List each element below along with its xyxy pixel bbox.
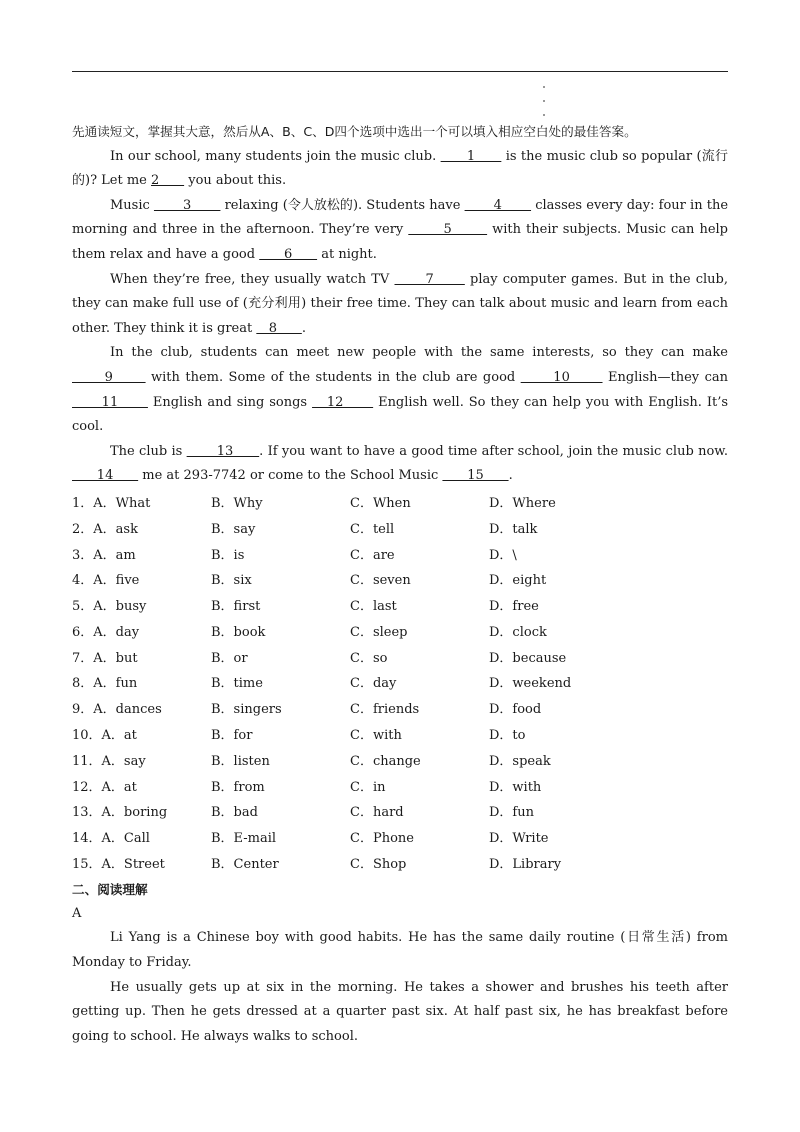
option-a[interactable]: 14．A．Call (72, 831, 150, 847)
option-d[interactable]: D．food (489, 702, 542, 718)
option-a[interactable]: 9．A．dances (72, 702, 162, 718)
option-a[interactable]: 7．A．but (72, 650, 138, 666)
option-c[interactable]: C．friends (350, 702, 420, 718)
option-a[interactable]: 3．A．am (72, 547, 136, 563)
option-b[interactable]: B．six (211, 573, 252, 589)
option-c[interactable]: C．sleep (350, 624, 408, 640)
option-d[interactable]: D．Library (489, 857, 562, 873)
instruction-text: 先通读短文，掌握其大意，然后从A、B、C、D四个选项中选出一个可以填入相应空白处的最佳答案。 (72, 124, 637, 139)
option-d[interactable]: D．Where (489, 495, 556, 511)
option-a[interactable]: 11．A．say (72, 753, 146, 769)
option-c[interactable]: C．Phone (350, 831, 414, 847)
option-b[interactable]: B．Center (211, 857, 279, 873)
option-row (72, 826, 728, 852)
option-b[interactable]: B．or (211, 650, 248, 666)
option-a[interactable]: 10．A．at (72, 728, 137, 744)
option-row (72, 749, 728, 775)
passage-paragraph-2: Music 3 relaxing (令人放松的). Students have 4 classes every day: four in the morning and three in the afternoon. They’re very 5 with their subjects. Music can help them relax and have a good 6 at night. (72, 197, 729, 262)
blank-8[interactable]: 8 (256, 320, 302, 336)
blank-12[interactable]: 12 (312, 394, 374, 410)
option-row (72, 568, 728, 594)
option-b[interactable]: B．say (211, 521, 256, 537)
blank-6[interactable]: 6 (259, 246, 318, 262)
option-d[interactable]: D．talk (489, 521, 538, 537)
option-c[interactable]: C．in (350, 779, 386, 795)
option-a[interactable]: 12．A．at (72, 779, 137, 795)
section-heading: 二、阅读理解 (72, 881, 148, 897)
options-list (72, 491, 728, 878)
option-b[interactable]: B．for (211, 728, 253, 744)
option-b[interactable]: B．is (211, 547, 245, 563)
option-c[interactable]: C．so (350, 650, 388, 666)
blank-7[interactable]: 7 (394, 271, 465, 287)
blank-11[interactable]: 11 (72, 394, 148, 410)
blank-15[interactable]: 15 (442, 468, 509, 484)
blank-9[interactable]: 9 (72, 369, 146, 385)
option-c[interactable]: C．change (350, 753, 421, 769)
option-d[interactable]: D．to (489, 728, 526, 744)
blank-10[interactable]: 10 (520, 369, 603, 385)
option-b[interactable]: B．first (211, 599, 261, 615)
option-b[interactable]: B．bad (211, 805, 258, 821)
passage-paragraph-4: In the club, students can meet new people with the same interests, so they can make 9 with them. Some of the students in the club are good 10 English—they can 11 English and sing songs 12 English well. So they can help you with English. It’s cool. (72, 345, 728, 435)
passage-letter: A (72, 906, 82, 922)
option-d[interactable]: D．speak (489, 753, 551, 769)
option-row (72, 800, 728, 826)
option-b[interactable]: B．singers (211, 702, 282, 718)
option-row (72, 723, 728, 749)
option-c[interactable]: C．day (350, 676, 397, 692)
option-a[interactable]: 8．A．fun (72, 676, 138, 692)
option-a[interactable]: 15．A．Street (72, 857, 165, 873)
option-c[interactable]: C．tell (350, 521, 395, 537)
option-b[interactable]: B．Why (211, 495, 263, 511)
blank-14[interactable]: 14 (72, 468, 139, 484)
option-row (72, 697, 728, 723)
option-b[interactable]: B．listen (211, 753, 270, 769)
passage-paragraph-5: The club is 13 . If you want to have a good time after school, join the music club now. 14 me at 293-7742 or come to the School Music 15 . (72, 443, 728, 484)
option-row (72, 646, 728, 672)
blank-2[interactable]: 2 (151, 173, 185, 189)
option-d[interactable]: D．free (489, 599, 539, 615)
document-body (72, 120, 728, 1049)
option-d[interactable]: D．weekend (489, 676, 572, 692)
option-c[interactable]: C．are (350, 547, 395, 563)
option-d[interactable]: D．with (489, 779, 542, 795)
option-c[interactable]: C．seven (350, 573, 411, 589)
scan-speck (543, 86, 545, 88)
option-a[interactable]: 2．A．ask (72, 521, 138, 537)
scan-speck (543, 100, 545, 102)
option-d[interactable]: D．\ (489, 547, 517, 563)
option-b[interactable]: B．book (211, 624, 266, 640)
option-c[interactable]: C．Shop (350, 857, 407, 873)
option-b[interactable]: B．from (211, 779, 265, 795)
option-row (72, 620, 728, 646)
blank-4[interactable]: 4 (464, 197, 532, 213)
blank-13[interactable]: 13 (186, 443, 260, 459)
option-a[interactable]: 1．A．What (72, 495, 151, 511)
blank-3[interactable]: 3 (153, 197, 221, 213)
blank-5[interactable]: 5 (408, 222, 488, 238)
option-d[interactable]: D．clock (489, 624, 547, 640)
option-a[interactable]: 4．A．five (72, 573, 140, 589)
option-a[interactable]: 6．A．day (72, 624, 140, 640)
passage-paragraph-1: In our school, many students join the music club. 1 is the music club so popular (流行的)? Let me 2 you about this. (72, 148, 729, 189)
option-c[interactable]: C．hard (350, 805, 404, 821)
option-d[interactable]: D．eight (489, 573, 547, 589)
option-c[interactable]: C．with (350, 728, 402, 744)
reading-paragraph-1: Li Yang is a Chinese boy with good habits. He has the same daily routine (日常生活) from Monday to Friday. (72, 930, 728, 971)
header-rule (72, 71, 728, 72)
blank-1[interactable]: 1 (440, 148, 502, 164)
option-c[interactable]: C．When (350, 495, 411, 511)
scan-speck (543, 114, 545, 116)
option-a[interactable]: 13．A．boring (72, 805, 168, 821)
option-a[interactable]: 5．A．busy (72, 599, 147, 615)
option-d[interactable]: D．because (489, 650, 567, 666)
option-row (72, 491, 728, 517)
option-b[interactable]: B．E-mail (211, 831, 277, 847)
option-b[interactable]: B．time (211, 676, 263, 692)
reading-paragraph-2: He usually gets up at six in the morning. He takes a shower and brushes his teeth after getting up. Then he gets dressed at a quarter past six. At half past six, he has breakfast before going to school. He always walks to school. (72, 979, 728, 1044)
option-row (72, 671, 728, 697)
option-d[interactable]: D．fun (489, 805, 534, 821)
option-row (72, 775, 728, 801)
option-c[interactable]: C．last (350, 599, 397, 615)
passage-paragraph-3: When they’re free, they usually watch TV 7 play computer games. But in the club, they can make full use of (充分利用) their free time. They can talk about music and learn from each other. They think it is great 8 . (72, 271, 728, 336)
option-d[interactable]: D．Write (489, 831, 549, 847)
option-row (72, 517, 728, 543)
option-row (72, 852, 728, 878)
option-row (72, 594, 728, 620)
option-row (72, 543, 728, 569)
